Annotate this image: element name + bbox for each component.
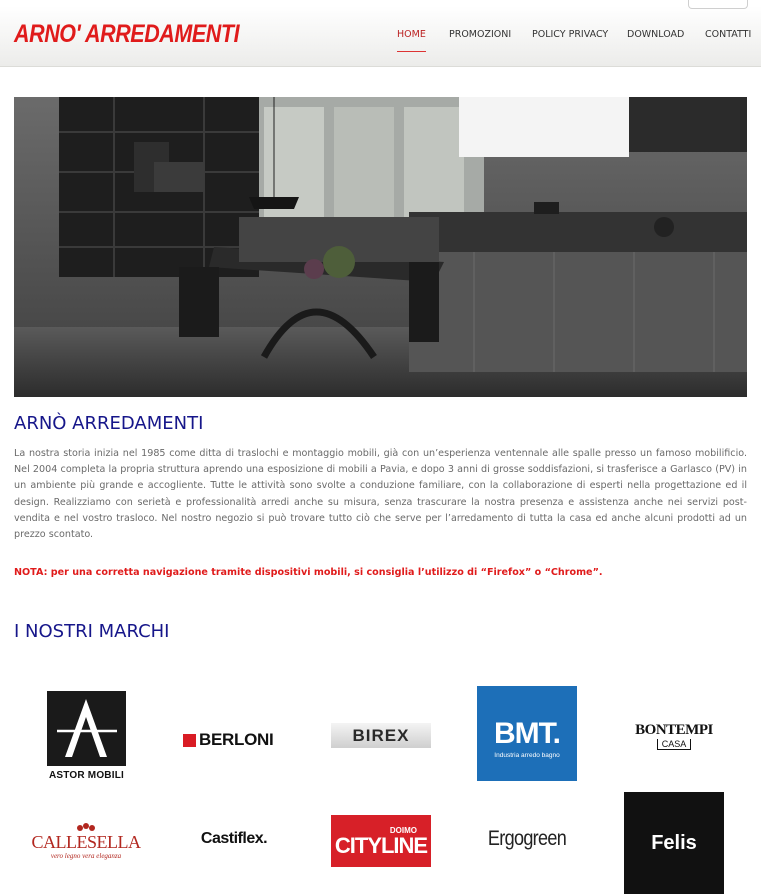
nav-download[interactable]: DOWNLOAD — [627, 29, 685, 40]
bontempi-sub: CASA — [657, 739, 692, 750]
site-logo[interactable]: ARNO' ARREDAMENTI — [14, 20, 240, 48]
brands-title: I NOSTRI MARCHI — [14, 621, 170, 642]
brand-bmt[interactable] — [477, 686, 577, 781]
cityline-top: DOIMO — [389, 825, 417, 835]
brand-astor-mobili[interactable] — [47, 691, 126, 781]
nav-promozioni[interactable]: PROMOZIONI — [449, 29, 512, 40]
nav-policy-privacy[interactable]: POLICY PRIVACY — [532, 29, 609, 40]
cityline-label: CITYLINE — [334, 832, 428, 858]
brand-castiflex[interactable] — [190, 826, 278, 852]
hero-illustration — [14, 97, 747, 397]
brand-bontempi[interactable] — [622, 716, 726, 756]
brand-felis[interactable] — [624, 792, 724, 894]
nav-home[interactable]: HOME — [397, 29, 426, 52]
site-header — [0, 6, 761, 67]
mobile-note: NOTA: per una corretta navigazione tramite dispositivi mobili, si consiglia l’utilizzo di “Firefox” o “Chrome”. — [14, 567, 603, 578]
brand-callesella[interactable] — [31, 820, 141, 862]
about-text: La nostra storia inizia nel 1985 come ditta di traslochi e montaggio mobili, già con un’esperienza ventennale alle spalle presso un famoso mobilificio. Nel 2004 completa la propria struttura aprendo una esposizione di mobili a Pavia, e dopo 3 anni di grosse soddisfazioni, si trasferisce a Garlasco (PV) in un ambiente più grande e accogliente. Tutte le attività sono svolte a conduzione familiare, con la collaborazione di esperti nella progettazione ed il design. Realizziamo con serietà e professionalità arredi anche su misura, senza trascurare la nostra presenza e assistenza anche nei servizi post-vendita e nel vostro trasloco. Nel nostro negozio si può trovare tutto ciò che serve per l’arredamento di tutta la casa ed anche alcuni prodotti ad un prezzo scontato. — [14, 448, 747, 541]
nav-contatti[interactable]: CONTATTI — [705, 29, 752, 40]
bmt-sub: Industria arredo bagno — [494, 751, 560, 759]
bontempi-label: BONTEMPI — [635, 722, 713, 738]
berloni-label: BERLONI — [199, 730, 274, 749]
birex-label: BIREX — [352, 725, 410, 745]
callesella-label: CALLESELLA — [31, 832, 141, 852]
astor-logo-mark — [47, 691, 126, 766]
brand-berloni[interactable] — [183, 728, 273, 752]
brand-birex[interactable] — [331, 723, 431, 748]
astor-label: ASTOR MOBILI — [49, 770, 124, 781]
callesella-sub: vero legno vera eleganza — [50, 852, 122, 860]
brand-ergogreen[interactable] — [485, 823, 569, 855]
callesella-flower-icon — [74, 822, 98, 832]
felis-label: Felis — [651, 831, 697, 854]
castiflex-label: Castiflex. — [200, 830, 268, 847]
brand-cityline[interactable] — [331, 815, 431, 867]
top-stub — [688, 0, 748, 9]
berloni-mark-icon — [183, 734, 196, 747]
about-title: ARNÒ ARREDAMENTI — [14, 413, 204, 434]
astor-a-icon — [47, 691, 126, 766]
bmt-label: BMT. — [494, 716, 560, 750]
hero-kitchen-image — [14, 97, 747, 397]
ergogreen-label: Ergogreen — [487, 827, 567, 850]
